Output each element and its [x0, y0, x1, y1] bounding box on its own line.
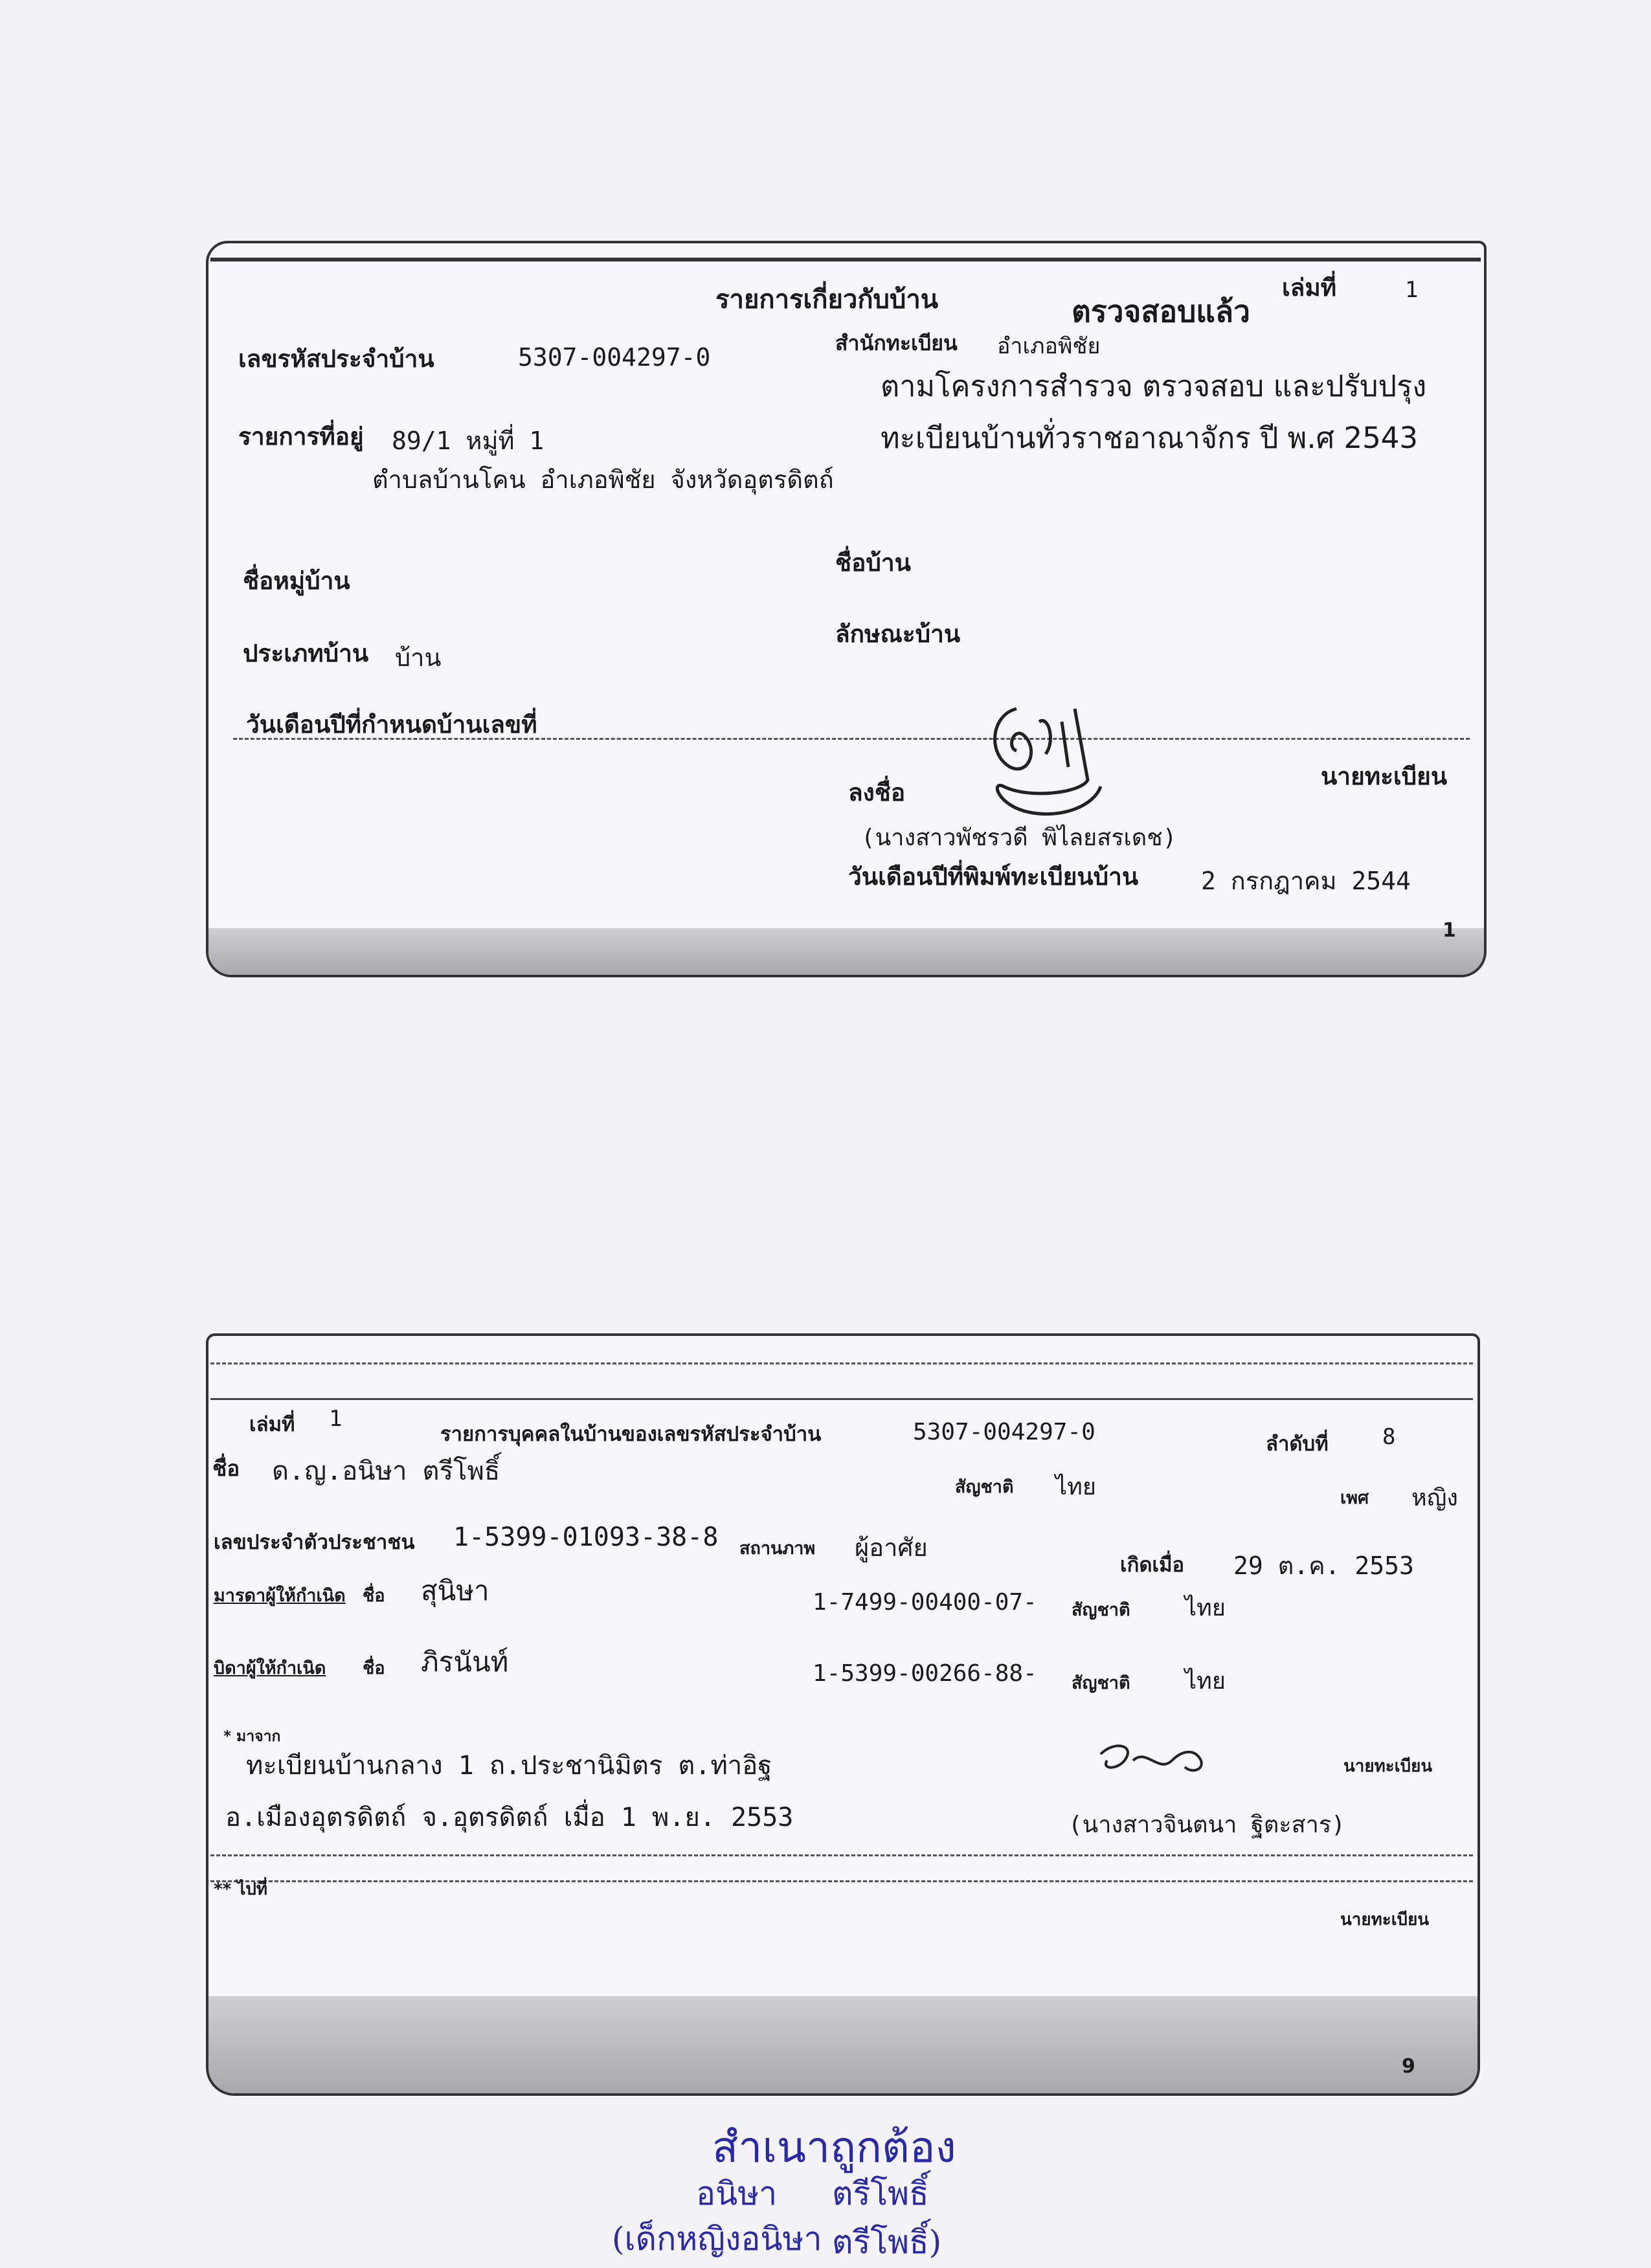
office-value: อำเภอพิชัย [997, 333, 1101, 359]
sex-label: เพศ [1340, 1488, 1369, 1508]
mother-id: 1-7499-00400-07- [813, 1589, 1037, 1616]
print-date-label: วันเดือนปีที่พิมพ์ทะเบียนบ้าน [848, 863, 1139, 891]
mother-nationality-label: สัญชาติ [1072, 1600, 1130, 1620]
card-bottom-band [208, 928, 1484, 975]
father-id: 1-5399-00266-88- [813, 1660, 1037, 1687]
born-label: เกิดเมื่อ [1120, 1553, 1185, 1577]
verified-stamp-line3: ทะเบียนบ้านทั่วราชอาณาจักร ปี พ.ศ 2543 [881, 421, 1419, 455]
moved-from-line1: ทะเบียนบ้านกลาง 1 ถ.ประชานิมิตร ต.ท่าอิฐ [246, 1751, 772, 1781]
father-nationality: ไทย [1185, 1668, 1226, 1695]
house-code-label: เลขรหัสประจำบ้าน [238, 345, 434, 373]
mother-label: มารดาผู้ให้กำเนิด [214, 1586, 346, 1606]
address-line1: 89/1 หมู่ที่ 1 [392, 427, 545, 455]
card2-top-dash [210, 1362, 1473, 1364]
address-label: รายการที่อยู่ [238, 423, 364, 450]
father-nationality-label: สัญชาติ [1072, 1673, 1130, 1693]
card1-top-rule [210, 258, 1481, 261]
moved-from-label: * มาจาก [223, 1728, 281, 1745]
card2-divider [210, 1854, 1473, 1856]
print-date-value: 2 กรกฎาคม 2544 [1201, 867, 1411, 895]
handwritten-fullname-surname: ตรีโพธิ์) [832, 2223, 942, 2261]
moved-to-label: ** ไปที่ [214, 1880, 267, 1899]
handwritten-surname: ตรีโพธิ์ [832, 2175, 929, 2212]
status-value: ผู้อาศัย [855, 1533, 928, 1562]
verified-stamp-line2: ตามโครงการสำรวจ ตรวจสอบ และปรับปรุง [881, 369, 1427, 403]
nationality-label: สัญชาติ [955, 1477, 1014, 1497]
date-assigned-label: วันเดือนปีที่กำหนดบ้านเลขที่ [246, 711, 537, 739]
person-name-label: ชื่อ [212, 1456, 240, 1481]
house-type-label: ประเภทบ้าน [243, 639, 369, 667]
card-bottom-band [208, 1996, 1477, 2093]
registrar-label-2: นายทะเบียน [1343, 1757, 1433, 1776]
verified-stamp-title: ตรวจสอบแล้ว [1072, 294, 1250, 329]
sex-value: หญิง [1411, 1485, 1458, 1511]
status-label: สถานภาพ [739, 1539, 816, 1559]
card1-divider [233, 738, 1470, 740]
father-name-label: ชื่อ [363, 1658, 385, 1678]
handwritten-fullname: (เด็กหญิงอนิษา [612, 2220, 822, 2258]
card2-page-no: 9 [1402, 2055, 1415, 2078]
office-label: สำนักทะเบียน [835, 331, 958, 355]
house-style-label: ลักษณะบ้าน [835, 620, 961, 648]
house-type-value: บ้าน [395, 643, 442, 672]
card2-book-label: เล่มที่ [249, 1413, 295, 1436]
father-label: บิดาผู้ให้กำเนิด [214, 1658, 326, 1678]
card2-top-rule [210, 1398, 1473, 1400]
handwritten-certify: สำเนาถูกต้อง [712, 2122, 956, 2172]
card1-title: รายการเกี่ยวกับบ้าน [715, 285, 939, 315]
registrar-label-3: นายทะเบียน [1340, 1910, 1430, 1929]
card2-book-no: 1 [329, 1406, 343, 1432]
card1-book-label: เล่มที่ [1282, 274, 1337, 302]
card1-book-no: 1 [1405, 277, 1419, 303]
mother-name-label: ชื่อ [363, 1586, 385, 1606]
registrar-name-2: (นางสาวจินตนา ฐิตะสาร) [1068, 1812, 1345, 1838]
card1-page-no: 1 [1443, 919, 1456, 942]
card2-title: รายการบุคคลในบ้านของเลขรหัสประจำบ้าน [440, 1423, 822, 1446]
person-name: ด.ญ.อนิษา ตรีโพธิ์ [272, 1456, 500, 1486]
registrar-signature-1 [978, 683, 1107, 822]
address-line2: ตำบลบ้านโคน อำเภอพิชัย จังหวัดอุตรดิตถ์ [372, 465, 834, 494]
registrar-signature-2 [1088, 1735, 1217, 1786]
village-label: ชื่อหมู่บ้าน [243, 567, 350, 595]
card2-divider [210, 1880, 1473, 1882]
moved-from-line2: อ.เมืองอุตรดิตถ์ จ.อุตรดิตถ์ เมื่อ 1 พ.ย. 2553 [225, 1803, 794, 1832]
house-code-value: 5307-004297-0 [518, 343, 711, 372]
registrar-name-1: (นางสาวพัชรวดี พิไลยสรเดช) [861, 825, 1177, 851]
id-value: 1-5399-01093-38-8 [453, 1522, 719, 1552]
id-label: เลขประจำตัวประชาชน [214, 1531, 415, 1554]
handwritten-name: อนิษา [696, 2175, 778, 2212]
mother-name: สุนิษา [421, 1575, 489, 1606]
registrar-label-1: นายทะเบียน [1321, 762, 1448, 790]
mother-nationality: ไทย [1185, 1595, 1226, 1621]
sign-label: ลงชื่อ [848, 779, 906, 806]
house-name-label: ชื่อบ้าน [835, 549, 911, 577]
father-name: ภิรนันท์ [421, 1646, 509, 1678]
nationality-value: ไทย [1055, 1474, 1096, 1500]
born-value: 29 ต.ค. 2553 [1233, 1551, 1414, 1580]
card2-house-code: 5307-004297-0 [913, 1419, 1095, 1445]
seq-value: 8 [1382, 1424, 1396, 1450]
seq-label: ลำดับที่ [1266, 1432, 1329, 1456]
